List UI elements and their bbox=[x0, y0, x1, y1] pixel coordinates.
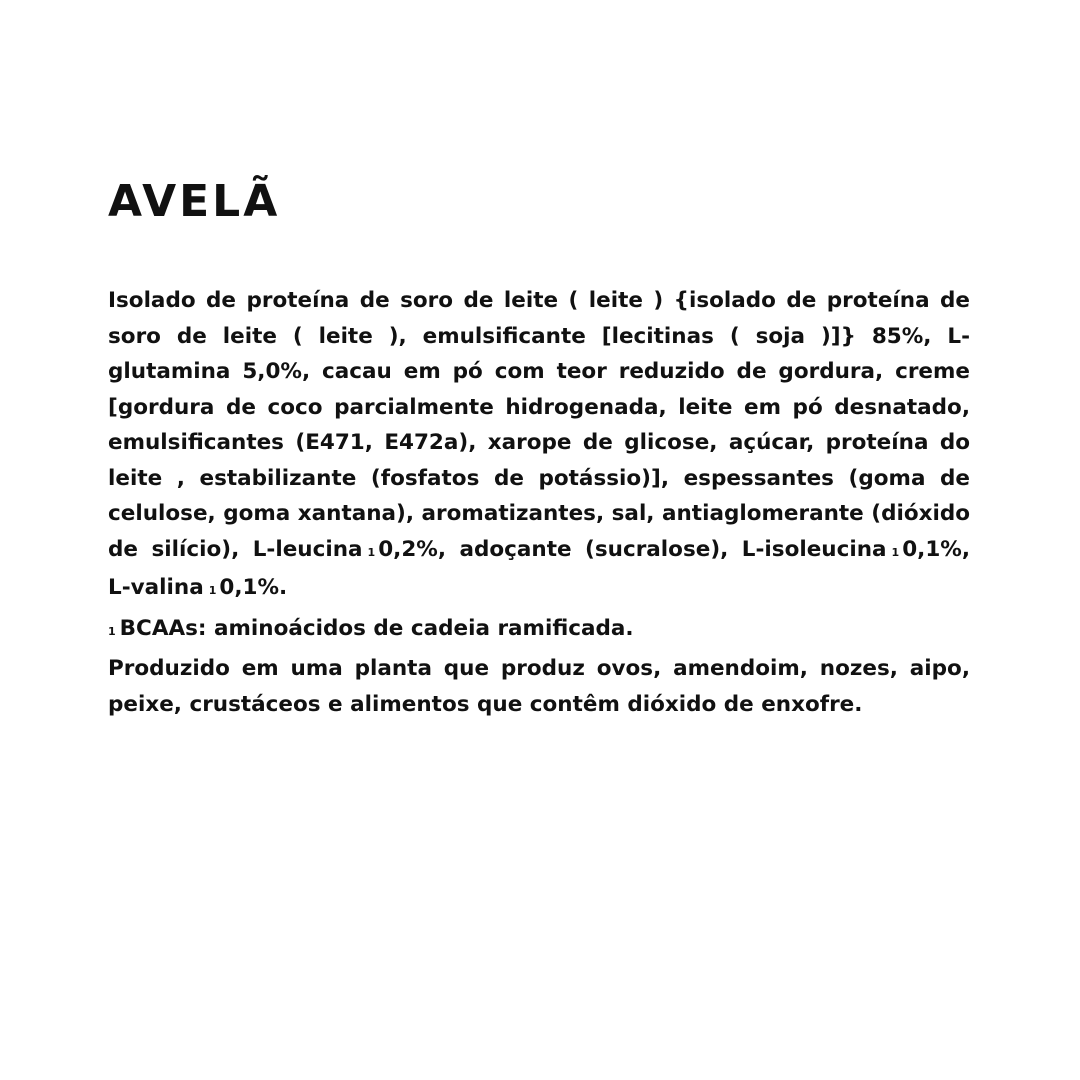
bcaa-marker: 1 bbox=[367, 545, 376, 559]
ingredients-text-2: 0,2%, adoçante (sucralose), L-isoleucina bbox=[378, 536, 887, 562]
ingredients-list bbox=[108, 283, 970, 609]
flavor-title: AVELÃ bbox=[108, 176, 281, 227]
ingredients-text-3: 0,1%, L-valina bbox=[108, 536, 970, 600]
allergen-notice: Produzido em uma planta que produz ovos, amendoim, nozes, aipo, peixe, crustáceos e alimentos que contêm dióxido de enxofre. bbox=[108, 656, 970, 717]
ingredients-block bbox=[108, 283, 970, 722]
bcaa-footnote bbox=[108, 611, 970, 650]
ingredients-text-1: Isolado de proteína de soro de leite ( leite ) {isolado de proteína de soro de leite ( leite ), emulsificante [lecitinas ( soja )]} 85%, L-glutamina 5,0%, cacau em pó com teor reduzido de gordura, creme [gordura de coco parcialmente hidrogenada, leite em pó desnatado, emulsificantes (E471, E472a), xarope de glicose, açúcar, proteína do leite , estabilizante (fosfatos de potássio)], espessantes (goma de celulose, goma xantana), aromatizantes, sal, antiaglomerante (dióxido de silício), L-leucina bbox=[108, 288, 970, 562]
footnote-marker: 1 bbox=[108, 624, 116, 638]
footnote-text: BCAAs: aminoácidos de cadeia ramificada. bbox=[119, 615, 634, 641]
bcaa-marker: 1 bbox=[891, 545, 900, 559]
ingredients-text-4: 0,1%. bbox=[219, 575, 288, 600]
bcaa-marker: 1 bbox=[208, 584, 217, 597]
